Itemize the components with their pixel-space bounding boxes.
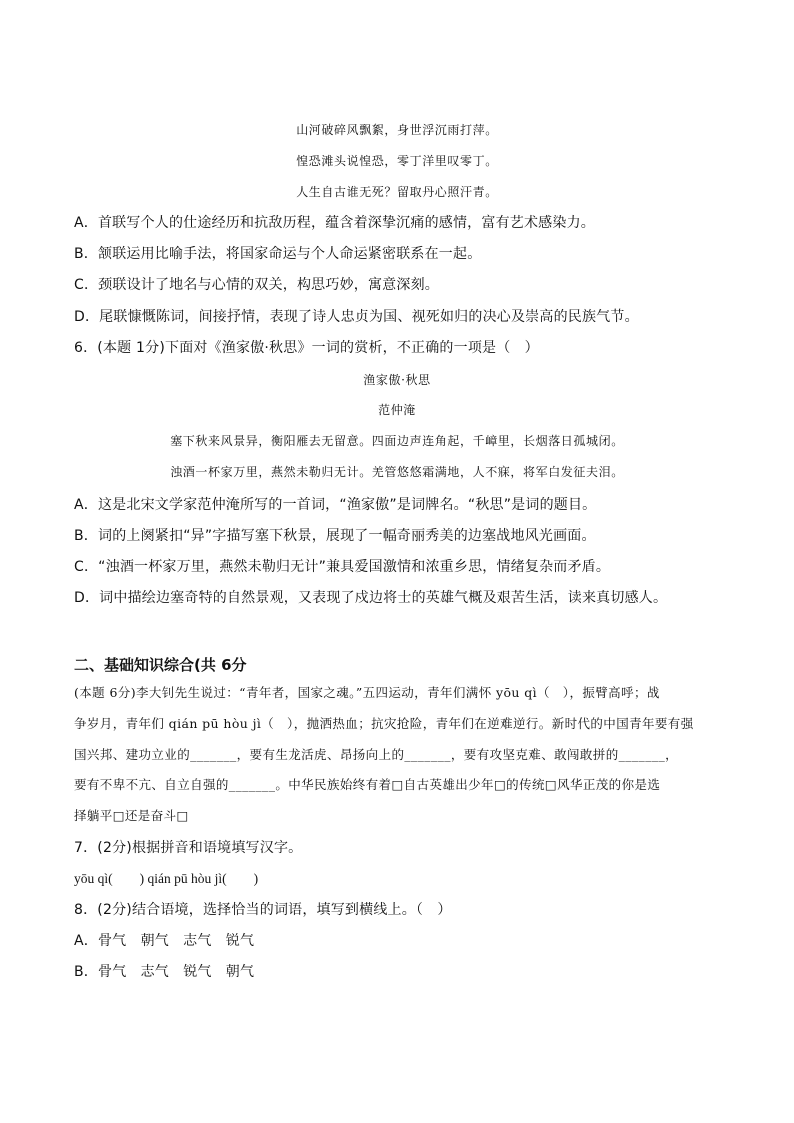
passage-line: 择躺平□还是奋斗□ bbox=[74, 808, 189, 823]
poem-line: 人生自古谁无死？留取丹心照汗青。 bbox=[296, 185, 498, 199]
passage-line: 要有不卑不亢、自立自强的_______。中华民族始终有着□自古英雄出少年□的传统□风华正茂的你是选 bbox=[74, 777, 661, 792]
passage-line: (本题 6分)李大钊先生说过：“青年者，国家之魂。”五四运动，青年们满怀 yōu qì（ ），振臂高呼；战 bbox=[74, 685, 660, 700]
passage-line: 争岁月，青年们 qián pū hòu jì（ ），抛洒热血；抗灾抢险，青年们在逆难逆行。新时代的中国青年要有强 bbox=[74, 716, 694, 731]
q8-option-a[interactable]: A．骨气 朝气 志气 锐气 bbox=[74, 933, 255, 949]
q5-option-a[interactable]: A．首联写个人的仕途经历和抗敌历程，蕴含着深挚沉痛的感情，富有艺术感染力。 bbox=[74, 215, 595, 231]
q6-stem: 6．(本题 1分)下面对《渔家傲·秋思》一词的赏析，不正确的一项是（ ） bbox=[74, 340, 539, 356]
q6-option-c[interactable]: C．“浊酒一杯家万里，燕然未勒归无计”兼具爱国激情和浓重乡思，情绪复杂而矛盾。 bbox=[74, 559, 611, 575]
poem-line: 塞下秋来风景异，衡阳雁去无留意。四面边声连角起，千嶂里，长烟落日孤城闭。 bbox=[170, 434, 624, 448]
q8-option-b[interactable]: B．骨气 志气 锐气 朝气 bbox=[74, 964, 255, 980]
q6-option-d[interactable]: D．词中描绘边塞奇特的自然景观，又表现了戍边将士的英雄气概及艰苦生活，读来真切感人。 bbox=[74, 590, 668, 606]
q7-stem: 7．(2分)根据拼音和语境填写汉字。 bbox=[74, 840, 303, 856]
q7-pinyin-blanks[interactable]: yōu qì( ) qián pū hòu jì( ) bbox=[74, 871, 259, 886]
section-title: 二、基础知识综合(共 6分 bbox=[74, 656, 247, 674]
poem-title: 渔家傲·秋思 bbox=[363, 373, 431, 387]
poem-line: 山河破碎风飘絮，身世浮沉雨打萍。 bbox=[296, 123, 498, 137]
q5-option-c[interactable]: C．颈联设计了地名与心情的双关，构思巧妙，寓意深刻。 bbox=[74, 277, 439, 293]
q6-option-a[interactable]: A．这是北宋文学家范仲淹所写的一首词，“渔家傲”是词牌名。“秋思”是词的题目。 bbox=[74, 497, 597, 513]
poem-author: 范仲淹 bbox=[378, 403, 416, 417]
q5-option-d[interactable]: D．尾联慷慨陈词，间接抒情，表现了诗人忠贞为国、视死如归的决心及崇高的民族气节。 bbox=[74, 309, 639, 325]
q5-option-b[interactable]: B．颔联运用比喻手法，将国家命运与个人命运紧密联系在一起。 bbox=[74, 246, 482, 262]
poem-line: 浊酒一杯家万里，燕然未勒归无计。羌管悠悠霜满地，人不寐，将军白发征夫泪。 bbox=[170, 465, 624, 479]
poem-line: 惶恐滩头说惶恐，零丁洋里叹零丁。 bbox=[296, 154, 498, 168]
q6-option-b[interactable]: B．词的上阕紧扣“异”字描写塞下秋景，展现了一幅奇丽秀美的边塞战地风光画面。 bbox=[74, 528, 596, 544]
passage-line: 国兴邦、建功立业的_______，要有生龙活虎、昂扬向上的_______，要有攻坚克难、敢闯敢拼的_______， bbox=[74, 747, 679, 762]
q8-stem: 8．(2分)结合语境，选择恰当的词语，填写到横线上。（ ） bbox=[74, 902, 452, 918]
